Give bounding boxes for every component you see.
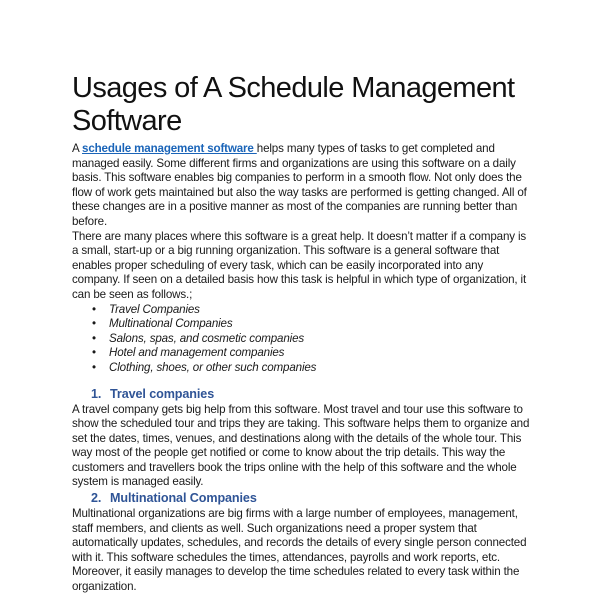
section-number: 2. [91, 491, 102, 506]
list-item [72, 303, 534, 318]
bullet-icon: • [92, 360, 96, 374]
list-item [72, 317, 534, 332]
schedule-software-link[interactable]: schedule management software [82, 142, 257, 155]
section-number: 1. [91, 386, 102, 401]
bullet-icon: • [92, 331, 96, 345]
section-heading-multinational [72, 490, 534, 507]
list-item-text: Travel Companies [109, 302, 200, 316]
page-title: Usages of A Schedule Management Software [72, 72, 515, 137]
list-item-text: Multinational Companies [109, 317, 233, 331]
section-body-multinational: Multinational organizations are big firms with a large number of employees, management, staff members, and clients as well. Such organizations need a proper system that automatically updates, schedules, and records the details of every single person connected with it. This software schedules the times, attendances, payrolls and work reports, etc. Moreover, it easily manages to develop the time schedules related to every task within the organization. [72, 507, 527, 594]
company-types-list [72, 303, 534, 376]
section-title: Travel companies [110, 386, 215, 401]
bullet-icon: • [92, 317, 96, 331]
list-item [72, 332, 534, 347]
list-item [72, 346, 534, 361]
intro-prefix: A [72, 142, 83, 155]
list-item-text: Clothing, shoes, or other such companies [109, 360, 317, 374]
second-paragraph: There are many places where this software is a great help. It doesn’t matter if a company is a small, start-up or a big running organization. This software is a general software that enables proper scheduling of every task, which can be easily incorporated into any company. If seen on a detailed basis how this task is helpful in which type of organization, it can be seen as follows.; [72, 229, 527, 301]
list-item-text: Hotel and management companies [109, 346, 285, 360]
section-body-travel: A travel company gets big help from this software. Most travel and tour use this software to show the scheduled tour and trips they are taking. This software helps them to organize and set the dates, times, venues, and destinations along with the details of the whole tour. This way most of the people get notified or come to know about the trip details. This way the customers and travellers book the trips online with the help of this software and the whole system is managed easily. [72, 402, 530, 489]
section-title: Multinational Companies [110, 491, 257, 506]
document-page [72, 72, 534, 595]
list-item-text: Salons, spas, and cosmetic companies [109, 331, 305, 345]
list-item [72, 361, 534, 376]
bullet-icon: • [92, 302, 96, 316]
intro-paragraph [72, 142, 534, 230]
section-heading-travel [72, 386, 534, 403]
intro-text: helps many types of tasks to get completed and managed easily. Some different firms and organizations are using this software on a daily basis. This software enables big companies to perform in a smooth flow. Not only does the flow of work gets maintained but also the way tasks are performed is getting changed. All of these changes are in a positive manner as most of the companies are running better than before. [72, 142, 527, 228]
bullet-icon: • [92, 346, 96, 360]
